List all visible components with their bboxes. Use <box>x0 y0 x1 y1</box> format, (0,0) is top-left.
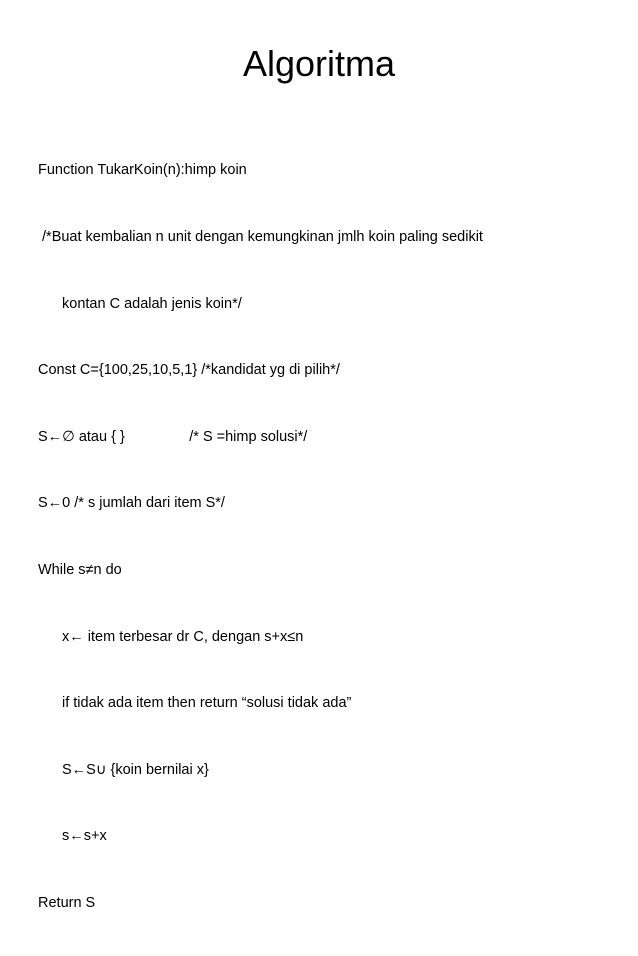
algorithm-body <box>38 115 618 956</box>
algorithm-line: kontan C adalah jenis koin*/ <box>62 295 242 312</box>
algorithm-line: /*Buat kembalian n unit dengan kemungkinan jmlh koin paling sedikit <box>38 229 483 245</box>
algorithm-line: Function TukarKoin(n):himp koin <box>38 162 247 179</box>
algorithm-line: x← item terbesar dr C, dengan s+x≤n <box>62 628 304 645</box>
algorithm-line: if tidak ada item then return “solusi tidak ada” <box>62 695 352 712</box>
algorithm-line: S←∅ atau { } /* S =himp solusi*/ <box>38 428 308 445</box>
algorithm-line: Return S <box>38 894 96 911</box>
algorithm-line: S←S∪ {koin bernilai x} <box>62 761 209 778</box>
algorithm-line: S←0 /* s jumlah dari item S*/ <box>38 495 225 512</box>
algorithm-line: While s≠n do <box>38 561 122 578</box>
algorithm-line: Const C={100,25,10,5,1} /*kandidat yg di pilih*/ <box>38 362 340 379</box>
algorithm-line: s←s+x <box>62 828 107 845</box>
slide-title: Algoritma <box>242 43 396 84</box>
